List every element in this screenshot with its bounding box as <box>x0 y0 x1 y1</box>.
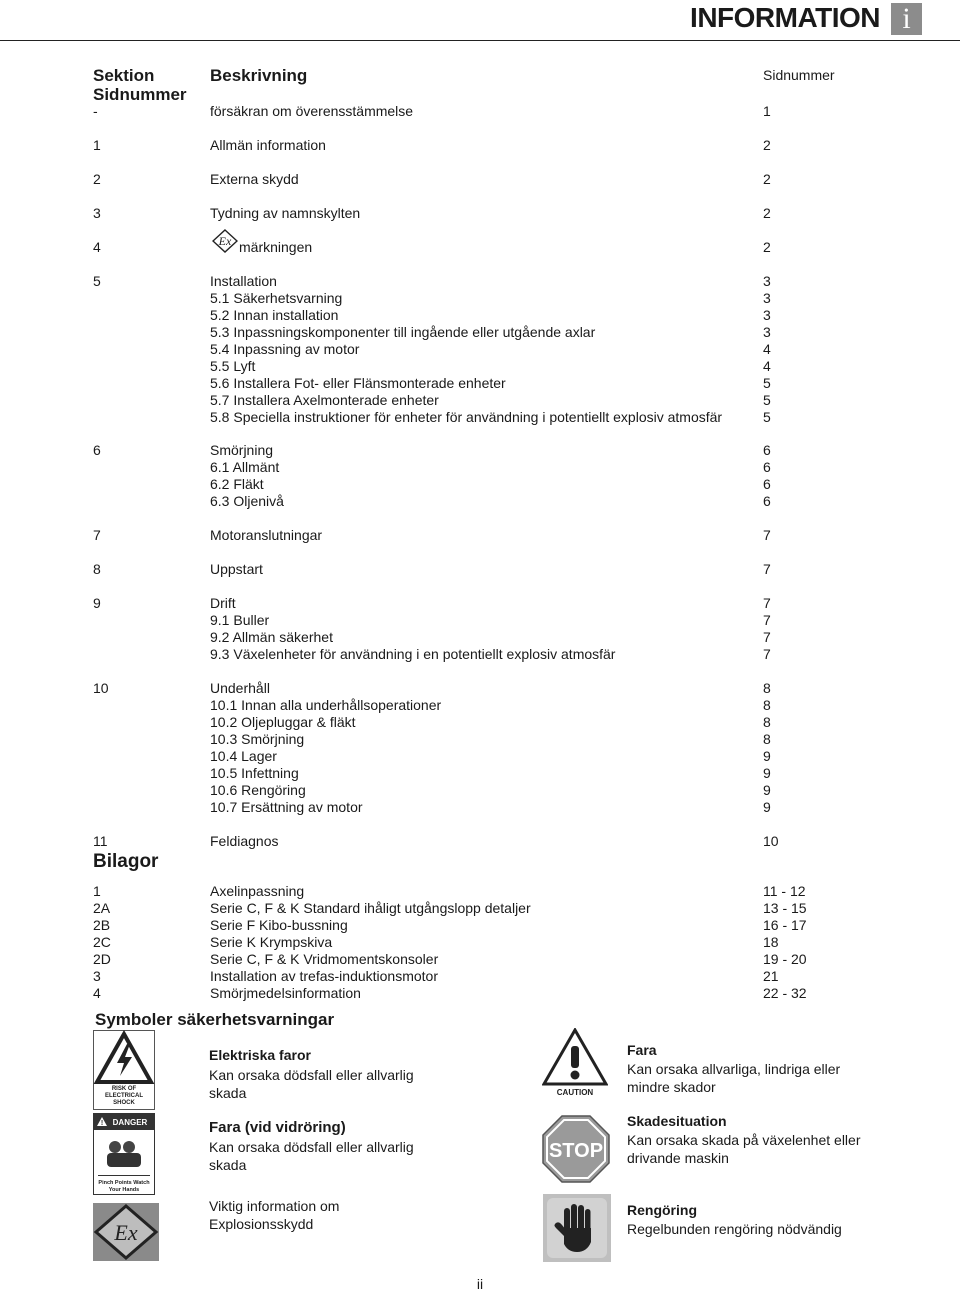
toc-row <box>93 476 813 493</box>
appendix-section: 2A <box>93 900 111 916</box>
toc-title: 9.1 Buller <box>210 612 270 628</box>
toc-row <box>93 375 813 392</box>
appendix-title: Serie C, F & K Vridmomentskonsoler <box>210 951 439 967</box>
toc-page: 9 <box>763 799 771 815</box>
toc-section: 3 <box>93 205 101 221</box>
toc-title: Motoranslutningar <box>210 527 323 543</box>
svg-text:Ex: Ex <box>218 234 232 248</box>
svg-text:!: ! <box>100 1120 104 1127</box>
toc-row <box>93 697 813 714</box>
appendix-title: Serie C, F & K Standard ihåligt utgångslopp detaljer <box>210 900 531 916</box>
appendix-page: 22 - 32 <box>763 985 807 1001</box>
toc-page: 7 <box>763 561 771 577</box>
toc-title: märkningen <box>239 239 313 255</box>
toc-title: 10.5 Infettning <box>210 765 299 781</box>
toc-page: 6 <box>763 459 771 475</box>
toc-title: Allmän information <box>210 137 326 153</box>
toc-row <box>93 205 813 222</box>
svg-text:Pinch Points Watch: Pinch Points Watch <box>98 1180 150 1186</box>
toc-row <box>93 833 813 850</box>
caution-title: Fara <box>627 1042 657 1058</box>
toc-row <box>93 561 813 578</box>
toc-row <box>93 629 813 646</box>
toc-row <box>93 392 813 409</box>
toc-title: försäkran om överensstämmelse <box>210 103 414 119</box>
toc-section: 2 <box>93 171 101 187</box>
toc-row <box>93 748 813 765</box>
appendix-page: 16 - 17 <box>763 917 807 933</box>
svg-text:SHOCK: SHOCK <box>113 1100 135 1106</box>
toc-row <box>93 171 813 188</box>
appendix-heading: Bilagor <box>93 851 159 872</box>
electrical-shock-icon <box>93 1030 155 1110</box>
toc-page: 7 <box>763 612 771 628</box>
toc-title: Drift <box>210 595 236 611</box>
ex-mark-icon <box>212 229 238 253</box>
toc-section: 7 <box>93 527 101 543</box>
toc-page: 3 <box>763 290 771 306</box>
toc-title: 10.2 Oljepluggar & fläkt <box>210 714 356 730</box>
toc-row <box>93 290 813 307</box>
toc-row <box>93 459 813 476</box>
toc-row <box>93 307 813 324</box>
appendix-title: Installation av trefas-induktionsmotor <box>210 968 438 984</box>
appendix-title: Serie F Kibo-bussning <box>210 917 348 933</box>
toc-row <box>93 680 813 697</box>
appendix-page: 21 <box>763 968 779 984</box>
toc-title: 6.2 Fläkt <box>210 476 264 492</box>
appendix-section: 2C <box>93 934 111 950</box>
appendix-title: Smörjmedelsinformation <box>210 985 361 1001</box>
cleaning-title: Rengöring <box>627 1202 697 1218</box>
toc-page: 2 <box>763 205 771 221</box>
column-header-section: Sektion <box>93 66 155 85</box>
appendix-row <box>93 985 813 1002</box>
toc-page: 5 <box>763 409 771 425</box>
svg-text:DANGER: DANGER <box>112 1118 148 1127</box>
toc-row <box>93 731 813 748</box>
electrical-description: Kan orsaka dödsfall eller allvarlig skada <box>209 1067 414 1101</box>
toc-row <box>93 137 813 154</box>
ex-icon <box>93 1203 159 1261</box>
toc-title: 9.3 Växelenheter för användning i en potentiellt explosiv atmosfär <box>210 646 616 662</box>
toc-page: 6 <box>763 476 771 492</box>
appendix-row <box>93 917 813 934</box>
cleaning-description: Regelbunden rengöring nödvändig <box>627 1221 842 1237</box>
appendix-row <box>93 883 813 900</box>
toc-title: 10.7 Ersättning av motor <box>210 799 363 815</box>
toc-row <box>93 612 813 629</box>
toc-row <box>93 239 813 256</box>
header-divider <box>0 40 960 41</box>
column-header-section-page: Sidnummer <box>93 85 187 104</box>
stop-icon <box>541 1114 611 1184</box>
appendix-page: 13 - 15 <box>763 900 807 916</box>
appendix-section: 3 <box>93 968 101 984</box>
toc-title: 6.1 Allmänt <box>210 459 280 475</box>
toc-page: 10 <box>763 833 779 849</box>
toc-row <box>93 273 813 290</box>
toc-section: 1 <box>93 137 101 153</box>
toc-title: 5.8 Speciella instruktioner för enheter för användning i potentiellt explosiv atmosfär <box>210 409 723 425</box>
toc-title: 5.5 Lyft <box>210 358 256 374</box>
toc-title: 6.3 Oljenivå <box>210 493 284 509</box>
toc-page: 8 <box>763 714 771 730</box>
appendix-row <box>93 951 813 968</box>
toc-section: - <box>93 103 98 119</box>
toc-title: 5.1 Säkerhetsvarning <box>210 290 343 306</box>
column-header-page: Sidnummer <box>763 67 835 83</box>
svg-text:STOP: STOP <box>548 1140 604 1162</box>
toc-page: 9 <box>763 765 771 781</box>
toc-page: 6 <box>763 493 771 509</box>
toc-title: 5.6 Installera Fot- eller Flänsmonterade enheter <box>210 375 506 391</box>
toc-page: 9 <box>763 782 771 798</box>
toc-title: 5.2 Innan installation <box>210 307 339 323</box>
toc-row <box>93 358 813 375</box>
toc-row <box>93 714 813 731</box>
toc-title: Uppstart <box>210 561 263 577</box>
appendix-page: 18 <box>763 934 779 950</box>
svg-text:ELECTRICAL: ELECTRICAL <box>105 1093 143 1099</box>
toc-title: Underhåll <box>210 680 270 696</box>
info-icon: i <box>891 3 922 35</box>
toc-page: 6 <box>763 442 771 458</box>
toc-title: 5.3 Inpassningskomponenter till ingående eller utgående axlar <box>210 324 596 340</box>
column-header-description: Beskrivning <box>210 66 308 85</box>
toc-row <box>93 493 813 510</box>
toc-section: 11 <box>93 833 108 849</box>
toc-title: Installation <box>210 273 277 289</box>
stop-description: Kan orsaka skada på växelenhet eller drivande maskin <box>627 1132 861 1166</box>
toc-page: 2 <box>763 239 771 255</box>
toc-section: 10 <box>93 680 109 696</box>
toc-row <box>93 782 813 799</box>
toc-page: 3 <box>763 324 771 340</box>
toc-page: 8 <box>763 697 771 713</box>
toc-title: Externa skydd <box>210 171 299 187</box>
caution-description: Kan orsaka allvarliga, lindriga eller mindre skador <box>627 1061 841 1095</box>
pinch-title: Fara (vid vidröring) <box>209 1119 346 1136</box>
toc-page: 5 <box>763 392 771 408</box>
toc-title: Feldiagnos <box>210 833 279 849</box>
stop-title: Skadesituation <box>627 1113 727 1129</box>
page-header-title: INFORMATION <box>690 2 880 33</box>
toc-page: 7 <box>763 595 771 611</box>
toc-row <box>93 799 813 816</box>
symbols-heading: Symboler säkerhetsvarningar <box>95 1010 335 1029</box>
appendix-section: 2D <box>93 951 111 967</box>
toc-page: 4 <box>763 341 771 357</box>
toc-row <box>93 527 813 544</box>
toc-page: 3 <box>763 307 771 323</box>
toc-title: 10.6 Rengöring <box>210 782 306 798</box>
toc-page: 8 <box>763 731 771 747</box>
toc-row <box>93 442 813 459</box>
toc-page: 8 <box>763 680 771 696</box>
electrical-title: Elektriska faror <box>209 1047 311 1063</box>
toc-title: 9.2 Allmän säkerhet <box>210 629 333 645</box>
appendix-section: 2B <box>93 917 111 933</box>
appendix-section: 4 <box>93 985 101 1001</box>
hand-icon <box>543 1194 611 1262</box>
toc-section: 6 <box>93 442 101 458</box>
caution-icon <box>542 1028 608 1100</box>
appendix-title: Serie K Krympskiva <box>210 934 333 950</box>
appendix-title: Axelinpassning <box>210 883 305 899</box>
appendix-row <box>93 968 813 985</box>
svg-text:Your Hands: Your Hands <box>108 1187 140 1193</box>
toc-section: 4 <box>93 239 101 255</box>
svg-text:RISK OF: RISK OF <box>111 1086 137 1092</box>
toc-row <box>93 324 813 341</box>
toc-page: 4 <box>763 358 771 374</box>
toc-title: 5.7 Installera Axelmonterade enheter <box>210 392 439 408</box>
toc-section: 8 <box>93 561 101 577</box>
toc-title: 10.3 Smörjning <box>210 731 305 747</box>
toc-section: 9 <box>93 595 101 611</box>
page-number: ii <box>476 1276 484 1292</box>
pinch-description: Kan orsaka dödsfall eller allvarlig skada <box>209 1139 414 1173</box>
toc-row <box>93 595 813 612</box>
appendix-page: 11 - 12 <box>763 883 806 899</box>
pinch-point-icon <box>93 1113 155 1195</box>
toc-row <box>93 103 813 120</box>
toc-page: 1 <box>763 103 771 119</box>
appendix-row <box>93 900 813 917</box>
appendix-section: 1 <box>93 883 101 899</box>
svg-text:CAUTION: CAUTION <box>556 1088 594 1097</box>
appendix-row <box>93 934 813 951</box>
toc-page: 7 <box>763 527 771 543</box>
toc-page: 2 <box>763 171 771 187</box>
toc-row <box>93 646 813 663</box>
appendix-page: 19 - 20 <box>763 951 807 967</box>
toc-title: Smörjning <box>210 442 274 458</box>
toc-page: 7 <box>763 646 771 662</box>
svg-text:Ex: Ex <box>114 1220 138 1245</box>
toc-row <box>93 409 813 426</box>
toc-title: 5.4 Inpassning av motor <box>210 341 360 357</box>
toc-page: 9 <box>763 748 771 764</box>
toc-page: 2 <box>763 137 771 153</box>
toc-row <box>93 341 813 358</box>
toc-title: 10.1 Innan alla underhållsoperationer <box>210 697 442 713</box>
toc-page: 7 <box>763 629 771 645</box>
toc-title: Tydning av namnskylten <box>210 205 361 221</box>
toc-section: 5 <box>93 273 101 289</box>
toc-title: 10.4 Lager <box>210 748 277 764</box>
toc-row <box>93 765 813 782</box>
ex-description: Viktig information om Explosionsskydd <box>209 1198 340 1232</box>
toc-page: 5 <box>763 375 771 391</box>
toc-page: 3 <box>763 273 771 289</box>
